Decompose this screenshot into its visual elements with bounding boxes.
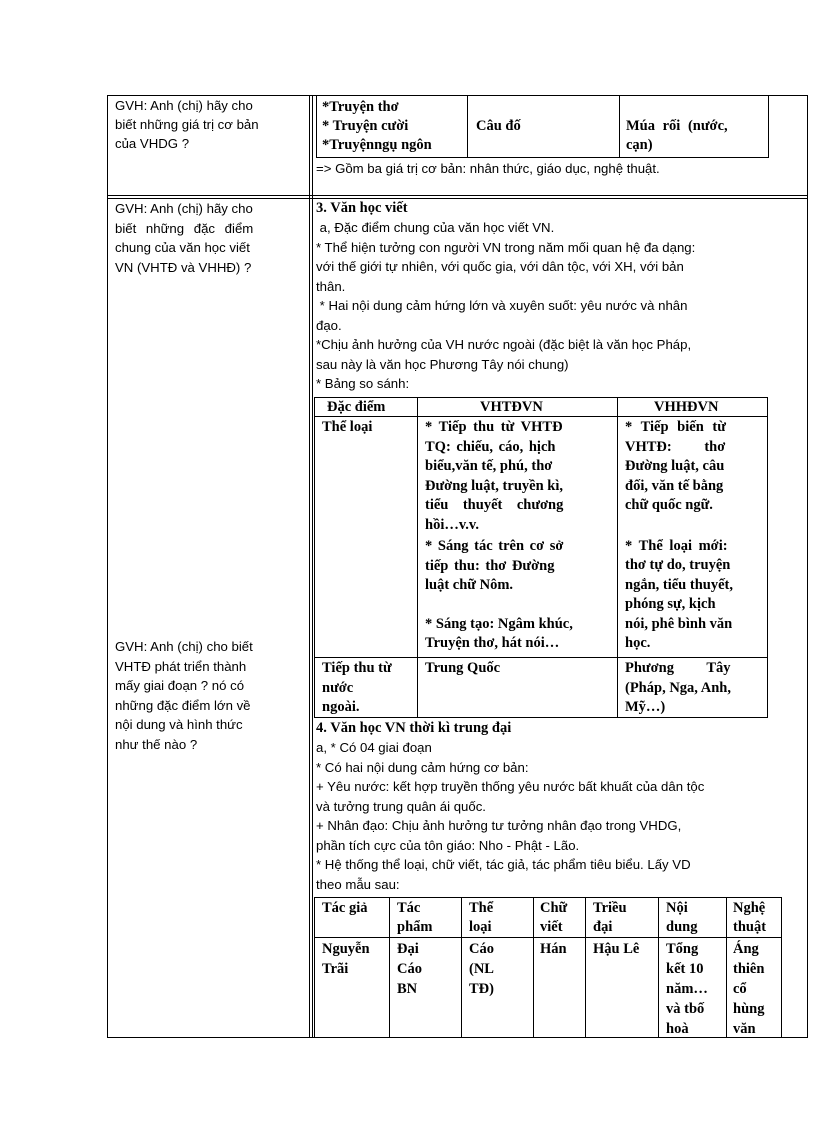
cell-line: Đại bbox=[397, 941, 419, 957]
works-table-border bbox=[314, 897, 315, 1038]
column-divider-2 bbox=[312, 95, 313, 1038]
body-line: * Hai nội dung cảm hứng lớn và xuyên suốt: yêu nước và nhân bbox=[316, 298, 688, 313]
compare-header-feature: Đặc điểm bbox=[327, 399, 386, 415]
cell-line: Nghệ bbox=[733, 900, 766, 916]
cell-line: Đường luật, truyền kì, bbox=[425, 477, 563, 494]
question-folk-values bbox=[115, 96, 303, 153]
cell-line: ngoài. bbox=[322, 699, 360, 715]
works-table-border bbox=[781, 897, 782, 1038]
compare-table-border bbox=[617, 397, 618, 718]
section-4-title: 4. Văn học VN thời kì trung đại bbox=[316, 720, 512, 736]
cell-line: * Tiếp biến từ bbox=[625, 419, 726, 435]
section-3-title: 3. Văn học viết bbox=[316, 200, 408, 216]
cell-line: Tác bbox=[397, 900, 421, 916]
cell-line: năm… bbox=[666, 981, 708, 997]
question-line: những đặc điểm lớn về bbox=[115, 697, 251, 713]
cell-line: (Pháp, Nga, Anh, bbox=[625, 679, 731, 696]
compare-table-border bbox=[417, 397, 418, 718]
compare-source-medieval: Trung Quốc bbox=[425, 660, 501, 676]
body-line: và tưởng trung quân ái quốc. bbox=[316, 798, 486, 814]
works-header-content bbox=[666, 899, 697, 937]
works-table-border bbox=[389, 897, 390, 1038]
cell-line: Đường luật, câu bbox=[625, 458, 725, 474]
cell-line: Thể bbox=[469, 900, 494, 916]
genre-riddle: Câu đố bbox=[476, 118, 521, 134]
question-medieval-lit bbox=[115, 637, 305, 754]
cell-line: thơ tự do, truyện bbox=[625, 557, 731, 573]
works-header-art bbox=[733, 899, 766, 937]
works-table-border bbox=[314, 937, 782, 938]
compare-table-border bbox=[314, 657, 768, 658]
question-line: biết những giá trị cơ bản bbox=[115, 117, 259, 132]
cell-line: thiên bbox=[733, 961, 765, 977]
compare-genre-modern bbox=[625, 418, 763, 654]
cell-line: hồi…v.v. bbox=[425, 516, 479, 533]
cell-line: chữ quốc ngữ. bbox=[625, 497, 713, 513]
outer-left-border bbox=[107, 95, 108, 1038]
cell-line: Tiếp thu từ bbox=[322, 660, 392, 676]
cell-line: Chữ bbox=[540, 900, 568, 916]
cell-line: hoà bbox=[666, 1021, 689, 1037]
works-cell-author bbox=[322, 939, 370, 979]
works-header-script bbox=[540, 899, 567, 937]
cell-line: Triều bbox=[593, 900, 627, 916]
cell-line: Hán bbox=[540, 941, 567, 957]
cell-line: Nguyễn bbox=[322, 941, 370, 957]
works-table-border bbox=[726, 897, 727, 1038]
question-line: VHTĐ phát triển thành bbox=[115, 658, 247, 674]
values-summary: => Gồm ba giá trị cơ bản: nhân thức, giáo dục, nghệ thuật. bbox=[316, 161, 660, 176]
inner-table-border bbox=[768, 95, 769, 158]
works-cell-art bbox=[733, 939, 764, 1039]
works-cell-script bbox=[540, 939, 567, 959]
cell-line: thuật bbox=[733, 919, 767, 935]
cell-line: đối, văn tế bằng bbox=[625, 477, 724, 494]
cell-line: TQ: chiếu, cáo, hịch bbox=[425, 438, 556, 455]
cell-line: * Tiếp thu từ VHTĐ bbox=[425, 419, 563, 435]
compare-source-modern bbox=[625, 659, 731, 718]
cell-line: luật chữ Nôm. bbox=[425, 577, 514, 593]
works-table-border bbox=[585, 897, 586, 1038]
compare-header-medieval: VHTĐVN bbox=[480, 399, 543, 415]
question-line: của VHDG ? bbox=[115, 136, 190, 151]
works-cell-content bbox=[666, 939, 708, 1039]
works-cell-dynasty bbox=[593, 939, 639, 959]
cell-line: loại bbox=[469, 919, 492, 935]
cell-line: Áng bbox=[733, 941, 759, 957]
cell-line: hùng bbox=[733, 1001, 765, 1017]
cell-line: ngắn, tiểu thuyết, bbox=[625, 576, 733, 593]
genre-puppetry-cont: cạn) bbox=[626, 137, 653, 153]
question-written-lit bbox=[115, 199, 303, 277]
cell-line: Nội bbox=[666, 900, 688, 916]
cell-line: viết bbox=[540, 919, 563, 935]
body-line: * Có hai nội dung cảm hứng cơ bản: bbox=[316, 759, 529, 775]
question-line: GVH: Anh (chị) cho biết bbox=[115, 639, 253, 654]
genre-fable: *Truyệnngụ ngôn bbox=[322, 137, 432, 153]
works-header-genre bbox=[469, 899, 493, 937]
body-line: phần tích cực của tôn giáo: Nho - Phật - Lão. bbox=[316, 837, 580, 853]
body-line: + Yêu nước: kết hợp truyền thống yêu nước bất khuất của dân tộc bbox=[316, 779, 705, 794]
cell-line: Cáo bbox=[469, 941, 494, 957]
question-line: GVH: Anh (chị) hãy cho bbox=[115, 98, 253, 113]
cell-line: VHTĐ: thơ bbox=[625, 438, 726, 455]
cell-line: biểu,văn tế, phú, thơ bbox=[425, 458, 553, 474]
body-line: * Bảng so sánh: bbox=[316, 376, 410, 391]
body-line: * Hệ thống thể loại, chữ viết, tác giả, tác phẩm tiêu biểu. Lấy VD bbox=[316, 857, 691, 872]
question-line: như thế nào ? bbox=[115, 736, 198, 752]
works-cell-work bbox=[397, 939, 422, 999]
cell-line: kết 10 bbox=[666, 961, 704, 977]
cell-line: cổ bbox=[733, 981, 747, 997]
cell-line: Tác giả bbox=[322, 900, 368, 916]
works-header-dynasty bbox=[593, 899, 627, 937]
compare-table-border bbox=[314, 397, 315, 718]
cell-line: Truyện thơ, hát nói… bbox=[425, 635, 560, 651]
cell-line: Tổng bbox=[666, 941, 699, 957]
cell-line: tiếp thu: thơ Đường bbox=[425, 557, 555, 574]
cell-line: Phương Tây bbox=[625, 660, 731, 676]
body-line: thân. bbox=[316, 278, 346, 294]
works-table-border bbox=[314, 897, 782, 898]
inner-table-border bbox=[316, 95, 317, 158]
inner-table-border bbox=[316, 157, 769, 158]
question-line: nội dung và hình thức bbox=[115, 717, 243, 732]
cell-line: Hậu Lê bbox=[593, 941, 640, 957]
row-divider bbox=[107, 195, 808, 196]
question-line: biết những đặc điểm bbox=[115, 220, 254, 236]
cell-line: Cáo bbox=[397, 961, 422, 977]
cell-line: nói, phê bình văn bbox=[625, 615, 733, 632]
section-3-body bbox=[316, 218, 801, 394]
question-line: chung của văn học viết bbox=[115, 240, 250, 255]
inner-table-border bbox=[467, 95, 468, 158]
works-header-work bbox=[397, 899, 432, 937]
cell-line: * Sáng tạo: Ngâm khúc, bbox=[425, 615, 573, 632]
compare-header-modern: VHHĐVN bbox=[654, 399, 719, 415]
compare-table-border bbox=[767, 397, 768, 718]
question-line: VN (VHTĐ và VHHĐ) ? bbox=[115, 259, 252, 275]
compare-genre-label: Thể loại bbox=[322, 419, 373, 435]
cell-line: phẩm bbox=[397, 919, 433, 935]
genre-puppetry: Múa rối (nước, bbox=[626, 118, 728, 134]
works-table-border bbox=[461, 897, 462, 1038]
cell-line: * Sáng tác trên cơ sở bbox=[425, 538, 564, 554]
works-table-border bbox=[533, 897, 534, 1038]
body-line: theo mẫu sau: bbox=[316, 876, 400, 892]
works-header-author bbox=[322, 899, 368, 918]
inner-table-border bbox=[316, 95, 769, 96]
cell-line: tiểu thuyết chương bbox=[425, 497, 564, 513]
cell-line: BN bbox=[397, 981, 418, 997]
section-4-body bbox=[316, 738, 801, 894]
cell-line: học. bbox=[625, 635, 651, 651]
compare-genre-medieval bbox=[425, 418, 611, 654]
body-line: *Chịu ảnh hưởng của VH nước ngoài (đặc biệt là văn học Pháp, bbox=[316, 337, 692, 352]
body-line: đạo. bbox=[316, 317, 342, 333]
inner-table-border bbox=[619, 95, 620, 158]
question-line: GVH: Anh (chị) hãy cho bbox=[115, 201, 253, 216]
cell-line: TĐ) bbox=[469, 981, 494, 997]
compare-source-label bbox=[322, 659, 392, 718]
cell-line: Mỹ…) bbox=[625, 699, 666, 715]
cell-line: văn bbox=[733, 1021, 756, 1037]
cell-line: và tbố bbox=[666, 1001, 705, 1017]
cell-line: * Thể loại mới: bbox=[625, 537, 728, 554]
column-divider bbox=[309, 95, 310, 1038]
works-table-border bbox=[658, 897, 659, 1038]
body-line: a, * Có 04 giai đoạn bbox=[316, 740, 432, 755]
cell-line: phóng sự, kịch bbox=[625, 596, 716, 612]
outer-right-border bbox=[807, 95, 808, 1038]
body-line: với thế giới tự nhiên, với quốc gia, với dân tộc, với XH, với bản bbox=[316, 259, 684, 274]
body-line: * Thể hiện tưởng con người VN trong năm mối quan hệ đa dạng: bbox=[316, 239, 696, 255]
body-line: + Nhân đạo: Chịu ảnh hưởng tư tưởng nhân đạo trong VHDG, bbox=[316, 818, 682, 833]
genre-verse-tale: *Truyện thơ bbox=[322, 99, 399, 115]
cell-line: (NL bbox=[469, 961, 494, 977]
question-line: mấy giai đoạn ? nó có bbox=[115, 678, 245, 693]
cell-line: dung bbox=[666, 919, 698, 935]
cell-line: đại bbox=[593, 919, 613, 935]
body-line: a, Đặc điểm chung của văn học viết VN. bbox=[316, 220, 555, 235]
genre-joke: * Truyện cười bbox=[322, 118, 409, 134]
cell-line: Trãi bbox=[322, 961, 349, 977]
works-cell-genre bbox=[469, 939, 494, 999]
body-line: sau này là văn học Phương Tây nói chung) bbox=[316, 356, 569, 372]
cell-line: nước bbox=[322, 679, 354, 696]
